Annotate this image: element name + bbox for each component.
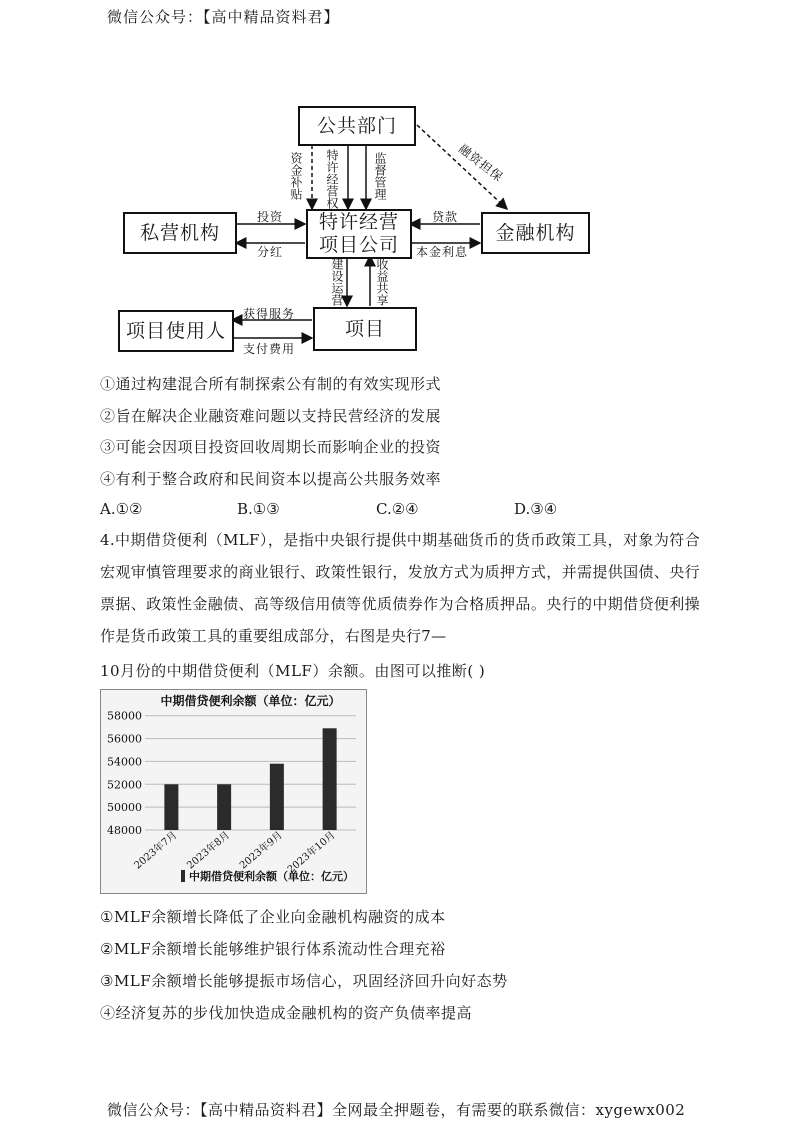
bar [323, 728, 337, 830]
y-tick-label: 54000 [107, 755, 142, 769]
q3-statement-2: ②旨在解决企业融资难问题以支持民营经济的发展 [100, 407, 442, 425]
q4-paragraph: 4.中期借贷便利（MLF），是指中央银行提供中期基础货币的货币政策工具，对象为符合宏观审慎管理要求的商业银行、政策性银行，发放方式为质押方式，并需提供国债、央行票据、政策性金融债、高等级信用债等优质债券作为合格质押品。央行的中期借贷便利操作是货币政策工具的重要组成部分，右图是央行7— [100, 531, 700, 645]
diagram-arrows [0, 0, 800, 360]
y-tick-label: 58000 [107, 709, 142, 723]
mlf-chart-svg [101, 690, 366, 893]
q3-statement-1: ①通过构建混合所有制探索公有制的有效实现形式 [100, 375, 442, 393]
x-tick-label: 2023年7月 [132, 829, 180, 872]
y-tick-label: 56000 [107, 732, 142, 746]
mlf-chart [100, 689, 367, 894]
y-tick-label: 48000 [107, 824, 142, 837]
q3-option-d: D.③④ [514, 500, 558, 518]
q4-paragraph-end: 10月份的中期借贷便利（MLF）余额。由图可以推断( ) [100, 662, 486, 680]
label-guarantee: 融资担保 [456, 141, 506, 185]
node-franchise-line2: 项目公司 [318, 234, 399, 256]
label-invest: 投资 [257, 210, 284, 224]
q3-option-c: C.②④ [376, 500, 419, 518]
node-project: 项目 [313, 307, 417, 351]
header-text: 微信公众号：【高中精品资料君】 [107, 8, 340, 26]
footer-text: 微信公众号：【高中精品资料君】全网最全押题卷，有需要的联系微信：xygewx002 [107, 1101, 686, 1119]
bar [217, 784, 231, 830]
label-principal-interest: 本金利息 [416, 245, 469, 259]
y-tick-label: 50000 [107, 801, 142, 815]
label-franchise-right: 特许经营权 [325, 149, 339, 209]
x-tick-label: 2023年10月 [285, 829, 338, 876]
label-revenue-share: 收益共享 [375, 258, 389, 306]
q3-statement-3: ③可能会因项目投资回收周期长而影响企业的投资 [100, 438, 442, 456]
node-financial-org: 金融机构 [481, 212, 590, 254]
legend-label: 中期借贷便利余额（单位：亿元） [189, 870, 354, 883]
node-franchise-line1: 特许经营 [318, 211, 399, 234]
q4-statement-1: ①MLF余额增长降低了企业向金融机构融资的成本 [100, 908, 446, 926]
q4-statement-2: ②MLF余额增长能够维护银行体系流动性合理充裕 [100, 940, 446, 958]
node-project-user: 项目使用人 [118, 310, 234, 352]
q3-option-a: A.①② [100, 500, 143, 518]
chart-title: 中期借贷便利余额（单位：亿元） [160, 694, 341, 708]
q3-statement-4: ④有利于整合政府和民间资本以提高公共服务效率 [100, 470, 442, 488]
label-dividend: 分红 [257, 245, 284, 259]
q4-statement-4: ④经济复苏的步伐加快造成金融机构的资产负债率提高 [100, 1004, 473, 1022]
node-private-org: 私营机构 [123, 212, 237, 254]
node-public-dept: 公共部门 [298, 106, 416, 146]
label-get-service: 获得服务 [243, 307, 296, 321]
label-build-operate: 建设运营 [330, 258, 344, 306]
y-tick-label: 52000 [107, 778, 142, 792]
x-tick-label: 2023年9月 [238, 829, 285, 872]
node-franchise-company [306, 209, 412, 259]
label-pay-fee: 支付费用 [243, 342, 296, 356]
label-supervision: 监督管理 [373, 152, 387, 200]
x-tick-label: 2023年8月 [185, 829, 233, 872]
q4-statement-3: ③MLF余额增长能够提振市场信心，巩固经济回升向好态势 [100, 972, 508, 990]
bar [270, 764, 284, 830]
label-loan: 贷款 [432, 210, 459, 224]
bar [164, 784, 178, 830]
label-subsidy: 资金补贴 [289, 152, 303, 200]
legend-swatch [181, 870, 185, 882]
q3-option-b: B.①③ [237, 500, 280, 518]
